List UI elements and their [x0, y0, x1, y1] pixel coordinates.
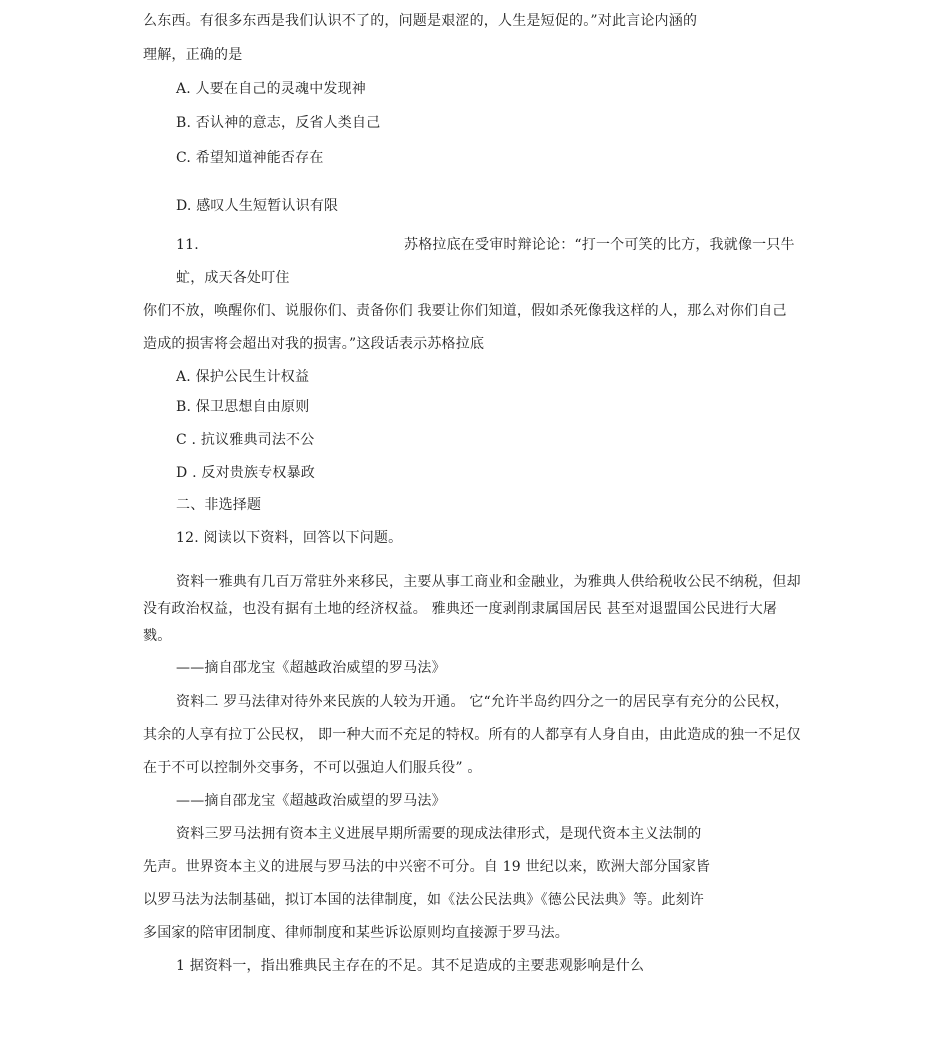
intro-line-2: 理解，正确的是: [143, 47, 243, 63]
material-2-source: ——摘自邵龙宝《超越政治威望的罗马法》: [176, 793, 446, 809]
q10-option-c: C. 希望知道神能否存在: [176, 150, 324, 166]
q10-option-b: B. 否认神的意志，反省人类自己: [176, 115, 381, 131]
material-1-line-3: 戮。: [143, 628, 172, 644]
q11-text-line-2: 虻，成天各处叮住: [176, 270, 290, 286]
material-2-line-1: 资料二 罗马法律对待外来民族的人较为开通。 它“允许半岛约四分之一的居民享有充分的公民权，: [176, 694, 790, 710]
section-two-heading: 二、非选择题: [176, 497, 262, 513]
q10-option-a: A. 人要在自己的灵魂中发现神: [176, 81, 367, 97]
q11-option-b: B. 保卫思想自由原则: [176, 399, 310, 415]
q11-text-line-3: 你们不放，唤醒你们、说服你们、责备你们 我要让你们知道，假如杀死像我这样的人，那么对你们自己: [143, 303, 787, 319]
q12-prompt: 12. 阅读以下资料，回答以下问题。: [176, 530, 403, 546]
q11-number: 11.: [176, 237, 199, 253]
material-1-source: ——摘自邵龙宝《超越政治威望的罗马法》: [176, 660, 446, 676]
material-2-line-2: 其余的人享有拉丁公民权， 即一种大而不充足的特权。所有的人都享有人身自由，由此造成的独一不足仅: [143, 727, 801, 743]
material-3-line-2: 先声。世界资本主义的进展与罗马法的中兴密不可分。自 19 世纪以来，欧洲大部分国家皆: [143, 859, 711, 875]
q11-option-d: D . 反对贵族专权暴政: [176, 465, 315, 481]
material-3-line-4: 多国家的陪审团制度、律师制度和某些诉讼原则均直接源于罗马法。: [143, 925, 569, 941]
q11-option-c: C . 抗议雅典司法不公: [176, 432, 315, 448]
question-1: 1 据资料一，指出雅典民主存在的不足。其不足造成的主要悲观影响是什么: [176, 958, 645, 974]
material-3-line-1: 资料三罗马法拥有资本主义进展早期所需要的现成法律形式，是现代资本主义法制的: [176, 826, 702, 842]
material-1-line-1: 资料一雅典有几百万常驻外来移民，主要从事工商业和金融业，为雅典人供给税收公民不纳税，但却: [176, 574, 801, 590]
q10-option-d: D. 感叹人生短暂认识有限: [176, 198, 339, 214]
q11-text-line-4: 造成的损害将会超出对我的损害。”这段话表示苏格拉底: [143, 336, 485, 352]
material-2-line-3: 在于不可以控制外交事务，不可以强迫人们服兵役” 。: [143, 760, 482, 776]
intro-line-1: 么东西。有很多东西是我们认识不了的，问题是艰涩的，人生是短促的。”对此言论内涵的: [143, 13, 698, 29]
q11-text-line-1: 苏格拉底在受审时辩论论：“打一个可笑的比方，我就像一只牛: [404, 237, 795, 253]
material-3-line-3: 以罗马法为法制基础，拟订本国的法律制度，如《法公民法典》《德公民法典》等。此刻许: [143, 892, 704, 908]
q11-option-a: A. 保护公民生计权益: [176, 369, 310, 385]
material-1-line-2: 没有政治权益，也没有据有土地的经济权益。 雅典还一度剥削隶属国居民 甚至对退盟国公民进行大屠: [143, 601, 778, 617]
